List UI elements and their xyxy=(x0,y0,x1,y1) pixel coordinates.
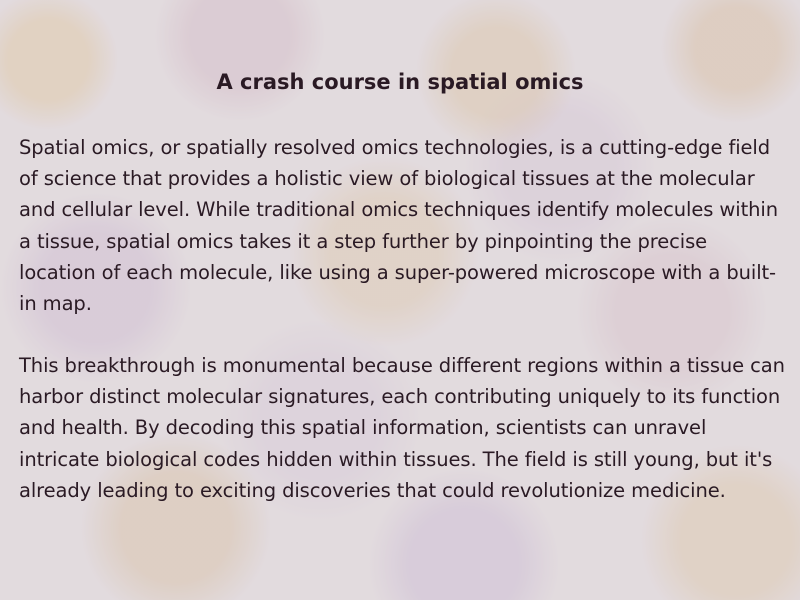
page-title: A crash course in spatial omics xyxy=(216,70,584,94)
paragraph-intro: Spatial omics, or spatially resolved omics technologies, is a cutting-edge field of science that provides a holistic view of biological tissues at the molecular and cellular level. While traditional omics techniques identify molecules within a tissue, spatial omics takes it a step further by pinpointing the precise location of each molecule, like using a super-powered microscope with a built-in map. xyxy=(19,136,778,316)
paragraph-significance: This breakthrough is monumental because different regions within a tissue can harbor distinct molecular signatures, each contributing uniquely to its function and health. By decoding this spatial information, scientists can unravel intricate biological codes hidden within tissues. The field is still young, but it's already leading to exciting discoveries that could revolutionize medicine. xyxy=(19,354,785,502)
